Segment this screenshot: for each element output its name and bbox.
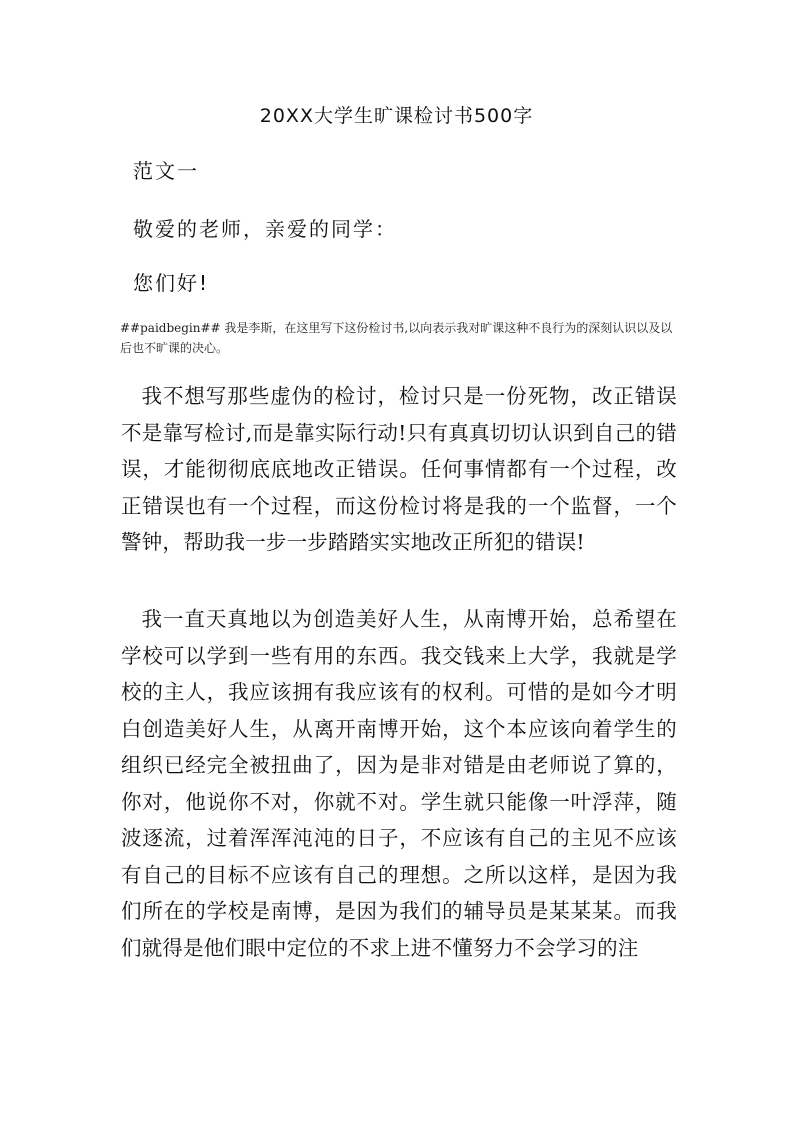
- greeting: 敬爱的老师，亲爱的同学：: [133, 217, 397, 241]
- document-title: 20XX大学生旷课检讨书500字: [259, 105, 534, 127]
- salutation: 您们好!: [133, 271, 210, 295]
- body-paragraph-2: 我一直天真地以为创造美好人生，从南博开始，总希望在学校可以学到一些有用的东西。我交钱来上大学，我就是学校的主人，我应该拥有我应该有的权利。可惜的是如今才明白创造美好人生，从离开南博开始，这个本应该向着学生的组织已经完全被扭曲了，因为是非对错是由老师说了算的，你对，他说你不对，你就不对。学生就只能像一叶浮萍，随波逐流，过着浑浑沌沌的日子，不应该有自己的主见不应该有自己的目标不应该有自己的理想。之所以这样，是因为我们所在的学校是南博，是因为我们的辅导员是某某某。而我们就得是他们眼中定位的不求上进不懂努力不会学习的注: [121, 607, 677, 960]
- body-paragraph-1: 我不想写那些虚伪的检讨，检讨只是一份死物，改正错误不是靠写检讨,而是靠实际行动!只有真真切切认识到自己的错误，才能彻彻底底地改正错误。任何事情都有一个过程，改正错误也有一个过程，而这份检讨将是我的一个监督，一个警钟，帮助我一步一步踏踏实实地改正所犯的错误!: [121, 384, 677, 554]
- intro-note: ##paidbegin## 我是李斯，在这里写下这份检讨书,以向表示我对旷课这种不良行为的深刻认识以及以后也不旷课的决心。: [120, 321, 673, 355]
- section-label: 范文一: [133, 159, 199, 183]
